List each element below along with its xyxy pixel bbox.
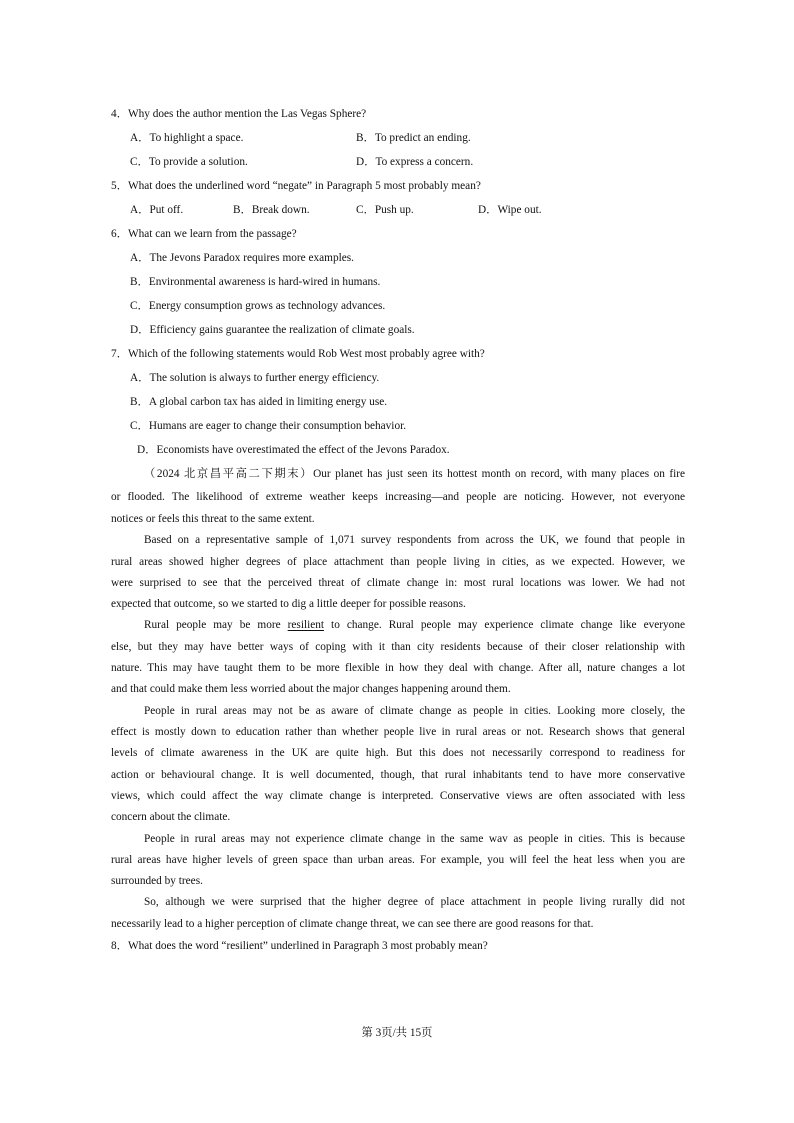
passage-p2-line-2: rural areas showed higher degrees of place attachment than people living in cities, as we expected. However, we: [111, 556, 685, 568]
question-8-stem: 8．What does the word “resilient” underlined in Paragraph 3 most probably mean?: [111, 940, 488, 952]
question-6-option-b: B．Environmental awareness is hard-wired in humans.: [130, 276, 381, 288]
passage-p2-line-3: were surprised to see that the perceived threat of climate change in: most rural locations was lower. We had not: [111, 577, 685, 589]
passage-p5-line-2: rural areas have higher levels of green space than urban areas. For example, you will feel the heat less when you are: [111, 854, 685, 866]
passage-p4-line-4: action or behavioural change. It is well documented, though, that rural inhabitants tend to have more conservative: [111, 769, 685, 781]
question-5-option-b: B．Break down.: [233, 204, 310, 216]
passage-p6-line-1: So, although we were surprised that the higher degree of place attachment in people living rurally did not: [144, 896, 685, 908]
question-6-stem: 6．What can we learn from the passage?: [111, 228, 297, 240]
underlined-word-resilient: resilient: [287, 619, 325, 631]
question-5-option-d: D．Wipe out.: [478, 204, 542, 216]
passage-p1-line-1: （2024 北京昌平高二下期末）Our planet has just seen its hottest month on record, with many places on fire: [144, 468, 685, 480]
passage-p4-line-5: views, which could affect the way climate change is interpreted. Conservative views are often associated with less: [111, 790, 685, 802]
passage-p3-line-1: [144, 615, 685, 636]
question-6-option-d: D．Efficiency gains guarantee the realization of climate goals.: [130, 324, 415, 336]
question-7-stem: 7．Which of the following statements would Rob West most probably agree with?: [111, 348, 485, 360]
passage-p3-text-before: Rural people may be more: [144, 619, 288, 631]
passage-p4-line-1: People in rural areas may not be as aware of climate change as people in cities. Looking more closely, the: [144, 705, 685, 717]
passage-p3-line-3: nature. This may have taught them to be more flexible in how they deal with change. After all, nature changes a lot: [111, 662, 685, 674]
passage-p4-line-6: concern about the climate.: [111, 811, 231, 823]
question-5-option-a: A．Put off.: [130, 204, 184, 216]
question-4-stem: 4．Why does the author mention the Las Vegas Sphere?: [111, 108, 367, 120]
passage-p3-text-after: to change. Rural people may experience climate change like everyone: [324, 619, 685, 631]
passage-p2-line-1: Based on a representative sample of 1,071 survey respondents from across the UK, we found that people in: [144, 534, 685, 546]
passage-p1-line-3: notices or feels this threat to the same extent.: [111, 513, 315, 525]
question-6-option-c: C．Energy consumption grows as technology advances.: [130, 300, 386, 312]
passage-p5-line-1: People in rural areas may not experience climate change in the same wav as people in cities. This is because: [144, 833, 685, 845]
question-5-option-c: C．Push up.: [356, 204, 414, 216]
question-7-option-c: C．Humans are eager to change their consumption behavior.: [130, 420, 407, 432]
question-7-option-d: D．Economists have overestimated the effect of the Jevons Paradox.: [137, 444, 450, 456]
question-4-option-b: B．To predict an ending.: [356, 132, 471, 144]
passage-p4-line-3: levels of climate awareness in the UK are quite high. But this does not necessarily correspond to readiness for: [111, 747, 685, 759]
question-4-option-c: C．To provide a solution.: [130, 156, 248, 168]
passage-p5-line-3: surrounded by trees.: [111, 875, 203, 887]
question-7-option-b: B．A global carbon tax has aided in limiting energy use.: [130, 396, 388, 408]
passage-p3-line-2: else, but they may have better ways of coping with it than city residents because of their closer relationship with: [111, 641, 685, 653]
passage-p2-line-4: expected that outcome, so we started to dig a little deeper for possible reasons.: [111, 598, 466, 610]
passage-p6-line-2: necessarily lead to a higher perception of climate change threat, we can see there are good reasons for that.: [111, 918, 594, 930]
passage-p4-line-2: effect is mostly down to education rather than whether people live in rural areas or not. Research shows that general: [111, 726, 685, 738]
passage-p1-line-2: or flooded. The likelihood of extreme weather keeps increasing—and people are noticing. However, not everyone: [111, 491, 685, 503]
passage-p3-line-4: and that could make them less worried about the major changes happening around them.: [111, 683, 511, 695]
question-7-option-a: A．The solution is always to further energy efficiency.: [130, 372, 380, 384]
question-4-option-a: A．To highlight a space.: [130, 132, 244, 144]
page-number: 第 3页/共 15页: [361, 1027, 433, 1039]
question-6-option-a: A．The Jevons Paradox requires more examples.: [130, 252, 354, 264]
question-4-option-d: D．To express a concern.: [356, 156, 474, 168]
question-5-stem: 5．What does the underlined word “negate” in Paragraph 5 most probably mean?: [111, 180, 481, 192]
